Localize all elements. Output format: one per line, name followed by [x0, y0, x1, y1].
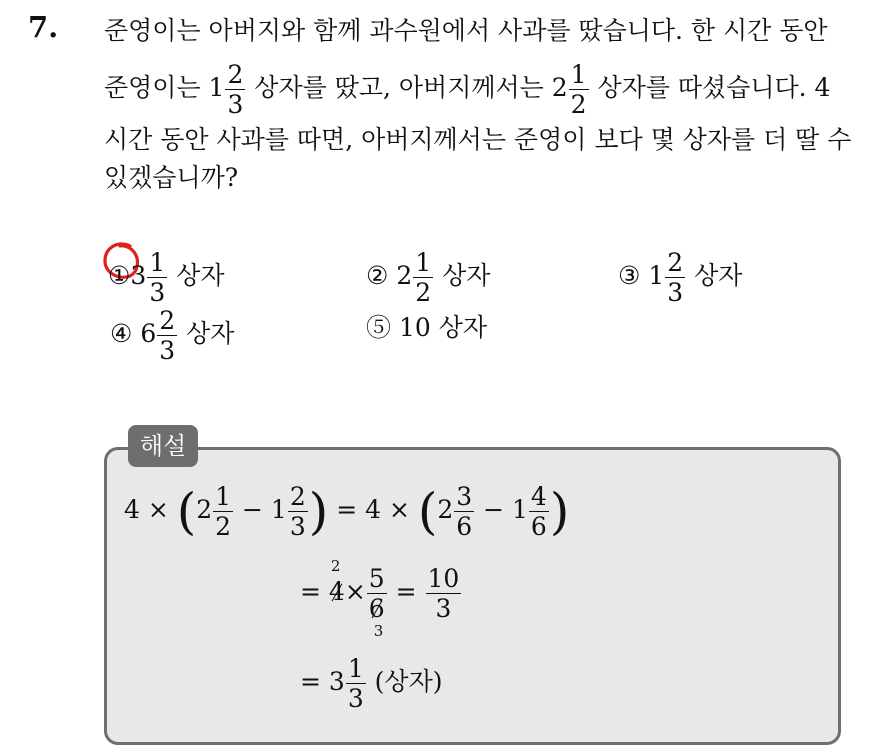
fraction-numerator: 1 — [415, 248, 432, 277]
choice-marker: ③ — [618, 261, 641, 290]
fraction — [454, 484, 474, 539]
fraction-numerator: 2 — [289, 482, 306, 511]
fraction-denominator: 3 — [159, 336, 176, 365]
choice-value: 10 — [398, 313, 431, 342]
solution-row-3 — [300, 656, 442, 711]
question-line-2 — [104, 62, 830, 117]
fraction-denominator: 2 — [415, 278, 432, 307]
fraction-denominator: 3 — [667, 278, 684, 307]
cancelled-number — [328, 557, 345, 606]
left-paren: ( — [417, 482, 438, 541]
choice-whole: 3 — [130, 261, 147, 290]
choice-whole: 2 — [396, 261, 413, 290]
question-line-2-c: 상자를 따셨습니다. 4 — [589, 73, 831, 102]
choice-5[interactable] — [366, 312, 487, 344]
fraction-numerator: 1 — [347, 654, 364, 683]
reduced-number: 2 — [330, 557, 341, 575]
cancelled-number: 6 — [368, 594, 385, 623]
fraction — [665, 250, 685, 305]
question-line-3: 시간 동안 사과를 따면, 아버지께서는 준영이 보다 몇 상자를 더 딸 수 — [104, 125, 852, 154]
fraction-numerator: 10 — [427, 564, 460, 593]
fraction-numerator: 4 — [530, 482, 547, 511]
choice-marker: ② — [366, 261, 389, 290]
solution-row-2 — [300, 557, 462, 640]
fraction — [426, 566, 462, 621]
solution-row-1 — [124, 484, 569, 539]
math-text: 1 — [512, 495, 528, 524]
fraction-numerator: 2 — [667, 248, 684, 277]
choice-marker: ⑤ — [366, 313, 392, 342]
math-text: (상자) — [366, 667, 443, 696]
math-text: 2 — [196, 495, 213, 524]
choice-1[interactable] — [108, 250, 225, 305]
math-text: × — [344, 577, 366, 606]
fraction-denominator: 2 — [570, 90, 587, 119]
fraction-denominator: 6 — [530, 512, 547, 541]
choice-unit: 상자 — [694, 261, 743, 290]
math-text: = 3 — [300, 667, 345, 696]
right-paren: ) — [549, 482, 570, 541]
fraction — [569, 62, 589, 117]
fraction-denominator: 3 — [289, 512, 306, 541]
question-line-4: 있겠습니까? — [104, 163, 239, 192]
fraction-numerator: 3 — [456, 482, 473, 511]
fraction-denominator: 2 — [215, 512, 232, 541]
fraction-numerator: 2 — [227, 60, 244, 89]
choice-whole: 6 — [140, 319, 157, 348]
choice-marker: ④ — [110, 319, 133, 348]
math-text: 4 — [328, 577, 345, 606]
solution-label: 해설 — [128, 425, 198, 467]
choice-unit: 상자 — [176, 261, 225, 290]
math-text: − — [475, 495, 513, 524]
fraction — [346, 656, 366, 711]
fraction-denominator: 6 — [456, 512, 473, 541]
question-number: 7. — [28, 10, 59, 44]
choice-3[interactable] — [618, 250, 742, 305]
math-text: = — [387, 577, 425, 606]
fraction — [413, 250, 433, 305]
math-text: − — [234, 495, 271, 524]
fraction-numerator: 1 — [570, 60, 587, 89]
right-paren: ) — [308, 482, 329, 541]
fraction-numerator: 1 — [149, 248, 166, 277]
question-line-2-b: 상자를 땄고, 아버지께서는 2 — [246, 73, 568, 102]
fraction-numerator: 5 — [368, 564, 385, 593]
math-text: = — [300, 577, 329, 606]
reduced-number: 3 — [373, 622, 384, 640]
math-text: 1 — [270, 495, 287, 524]
math-text: 2 — [437, 495, 454, 524]
math-text: 4 × — [124, 495, 177, 524]
fraction — [288, 484, 308, 539]
fraction — [147, 250, 167, 305]
question-line-2-a: 준영이는 1 — [104, 73, 225, 102]
fraction-denominator — [367, 594, 387, 621]
choice-unit: 상자 — [186, 319, 235, 348]
fraction — [529, 484, 549, 539]
choice-marker: ① — [108, 261, 131, 290]
fraction — [213, 484, 233, 539]
fraction-denominator: 3 — [149, 278, 166, 307]
choice-whole: 1 — [648, 261, 665, 290]
choice-unit: 상자 — [438, 313, 488, 342]
fraction — [367, 564, 387, 640]
fraction-denominator: 3 — [227, 90, 244, 119]
choice-unit: 상자 — [442, 261, 491, 290]
fraction-denominator: 3 — [435, 594, 452, 623]
left-paren: ( — [176, 482, 197, 541]
fraction — [157, 308, 177, 363]
math-text: = 4 × — [328, 495, 418, 524]
fraction — [225, 62, 245, 117]
question-line-1: 준영이는 아버지와 함께 과수원에서 사과를 땄습니다. 한 시간 동안 — [104, 16, 828, 45]
fraction-denominator: 3 — [347, 684, 364, 713]
fraction-numerator: 2 — [159, 306, 176, 335]
choice-4[interactable] — [110, 308, 234, 363]
choice-2[interactable] — [366, 250, 490, 305]
fraction-numerator: 1 — [215, 482, 232, 511]
